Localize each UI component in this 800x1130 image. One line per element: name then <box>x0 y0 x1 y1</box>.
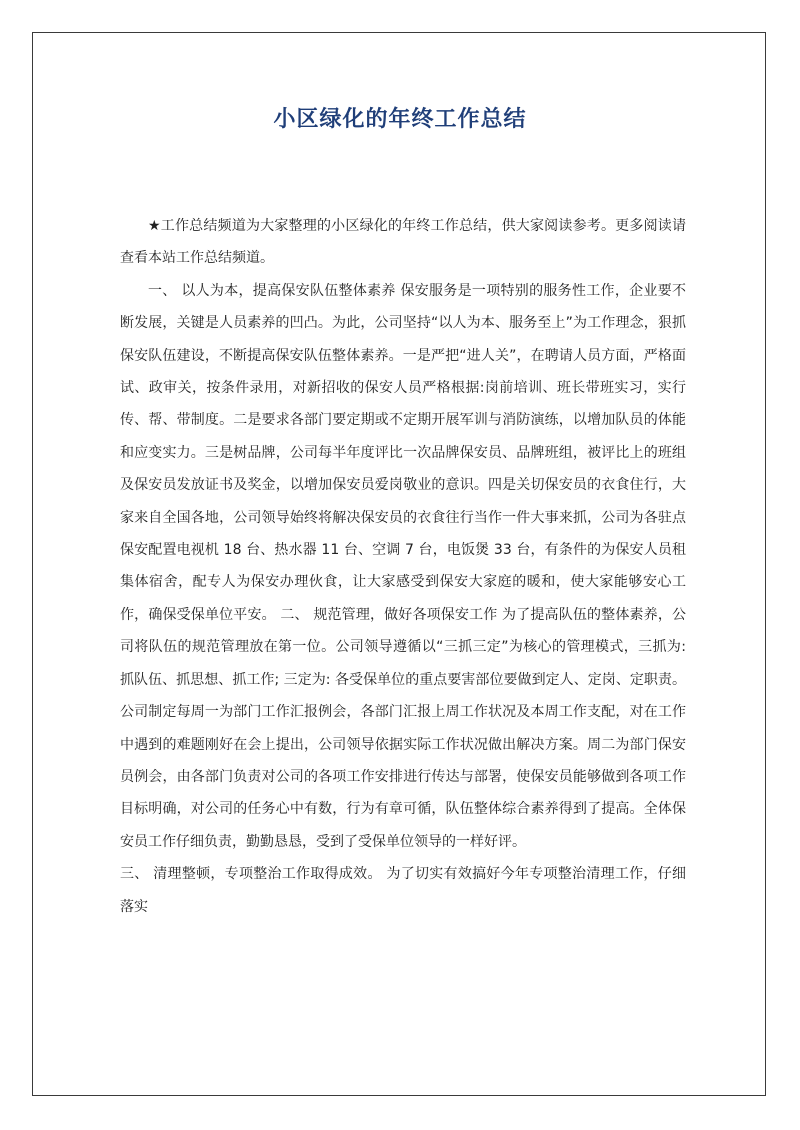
section-paragraph: 三、 清理整顿，专项整治工作取得成效。 为了切实有效搞好今年专项整治清理工作，仔细落实 <box>120 866 686 915</box>
document-body <box>120 210 686 923</box>
intro-paragraph: ★工作总结频道为大家整理的小区绿化的年终工作总结，供大家阅读参考。更多阅读请查看本站工作总结频道。 <box>120 218 686 267</box>
section-paragraph: 一、 以人为本，提高保安队伍整体素养 保安服务是一项特别的服务性工作，企业要不断发展，关键是人员素养的凹凸。为此，公司坚持“以人为本、服务至上”为工作理念，狠抓保安队伍建设，不断提高保安队伍整体素养。一是严把“进人关”，在聘请人员方面，严格面试、政审关，按条件录用，对新招收的保安人员严格根据:岗前培训、班长带班实习，实行传、帮、带制度。二是要求各部门要定期或不定期开展军训与消防演练，以增加队员的体能和应变实力。三是树品牌，公司每半年度评比一次品牌保安员、品牌班组，被评比上的班组及保安员发放证书及奖金，以增加保安员爱岗敬业的意识。四是关切保安员的衣食住行，大家来自全国各地，公司领导始终将解决保安员的衣食往行当作一件大事来抓，公司为各驻点保安配置电视机 18 台、热水器 11 台、空调 7 台，电饭煲 33 台，有条件的为保安人员租集体宿舍，配专人为保安办理伙食，让大家感受到保安大家庭的暖和，使大家能够安心工作，确保受保单位平安。 二、 规范管理，做好各项保安工作 为了提高队伍的整体素养，公司将队伍的规范管理放在第一位。公司领导遵循以“三抓三定”为核心的管理模式，三抓为: 抓队伍、抓思想、抓工作; 三定为: 各受保单位的重点要害部位要做到定人、定岗、定职责。公司制定每周一为部门工作汇报例会，各部门汇报上周工作状况及本周工作支配，对在工作中遇到的难题刚好在会上提出，公司领导依据实际工作状况做出解决方案。周二为部门保安员例会，由各部门负责对公司的各项工作安排进行传达与部署，使保安员能够做到各项工作目标明确，对公司的任务心中有数，行为有章可循，队伍整体综合素养得到了提高。全体保安员工作仔细负责，勤勤恳恳，受到了受保单位领导的一样好评。 <box>120 282 686 850</box>
document-title: 小区绿化的年终工作总结 <box>273 107 527 132</box>
